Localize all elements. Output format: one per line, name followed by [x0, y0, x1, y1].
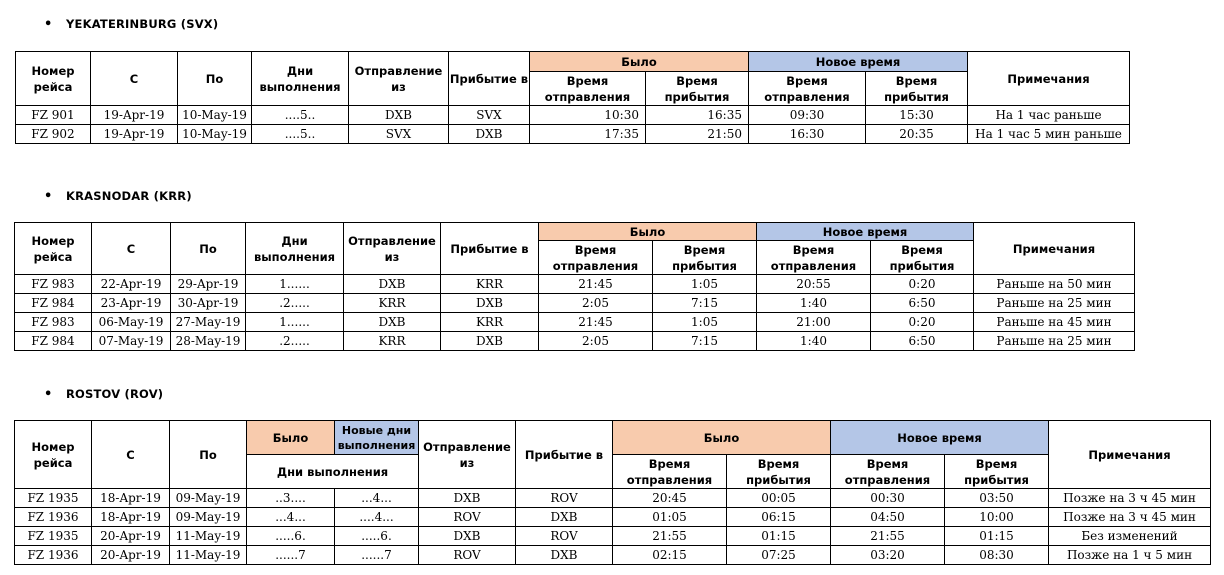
cell-arr: SVX: [449, 106, 530, 125]
cell-dep: DXB: [344, 275, 441, 294]
cell-from: 06-May-19: [92, 313, 171, 332]
cell-new-arr: 6:50: [871, 294, 974, 313]
cell-arr: DXB: [516, 546, 613, 565]
cell-from: 20-Apr-19: [92, 546, 170, 565]
cell-to: 10-May-19: [178, 125, 252, 144]
cell-days-new: ...4...: [335, 489, 419, 508]
cell-old-arr: 01:15: [727, 527, 831, 546]
cell-from: 23-Apr-19: [92, 294, 171, 313]
header-old-arr-time: Время прибытия: [653, 241, 757, 275]
cell-old-dep: 20:45: [613, 489, 727, 508]
table-row: [15, 294, 1135, 313]
cell-old-dep: 21:45: [539, 275, 653, 294]
schedule-table-krr: [14, 222, 1135, 351]
schedule-table-svx: [15, 51, 1130, 144]
header-was: Было: [613, 421, 831, 455]
header-new-arr-time: Время прибытия: [945, 455, 1049, 489]
cell-days: ....5..: [252, 125, 349, 144]
cell-old-arr: 06:15: [727, 508, 831, 527]
cell-flight: FZ 983: [15, 313, 92, 332]
bullet-icon: •: [44, 387, 53, 402]
cell-old-dep: 21:55: [613, 527, 727, 546]
cell-new-dep: 04:50: [831, 508, 945, 527]
cell-days-old: ...4...: [247, 508, 335, 527]
header-was: Было: [530, 52, 749, 72]
cell-old-dep: 21:45: [539, 313, 653, 332]
cell-dep: KRR: [344, 294, 441, 313]
bullet-icon: •: [44, 17, 53, 32]
cell-old-dep: 02:15: [613, 546, 727, 565]
cell-days-new: ......7: [335, 546, 419, 565]
cell-new-dep: 00:30: [831, 489, 945, 508]
cell-arr: DXB: [449, 125, 530, 144]
cell-to: 27-May-19: [171, 313, 246, 332]
header-departure-from: Отправление из: [344, 223, 441, 275]
header-to-date: По: [171, 223, 246, 275]
header-days: Дни выполнения: [246, 223, 344, 275]
cell-old-dep: 10:30: [530, 106, 646, 125]
cell-arr: KRR: [441, 313, 539, 332]
table-row: [15, 332, 1135, 351]
cell-note: Раньше на 25 мин: [974, 332, 1135, 351]
cell-from: 20-Apr-19: [92, 527, 170, 546]
header-new-dep-time: Время отправления: [757, 241, 871, 275]
cell-old-dep: 17:35: [530, 125, 646, 144]
cell-days: 1......: [246, 313, 344, 332]
header-from-date: С: [92, 223, 171, 275]
header-flight-no: Номер рейса: [15, 223, 92, 275]
header-old-arr-time: Время прибытия: [727, 455, 831, 489]
cell-flight: FZ 983: [15, 275, 92, 294]
table-row: [16, 125, 1130, 144]
bullet-icon: •: [44, 189, 53, 204]
cell-to: 11-May-19: [170, 546, 247, 565]
table-row: [16, 106, 1130, 125]
cell-to: 10-May-19: [178, 106, 252, 125]
cell-dep: DXB: [419, 527, 516, 546]
header-arrival-to: Прибытие в: [441, 223, 539, 275]
table-row: [15, 489, 1211, 508]
section-title-krr: • KRASNODAR (KRR): [44, 189, 192, 204]
cell-dep: SVX: [349, 125, 449, 144]
cell-old-dep: 01:05: [613, 508, 727, 527]
cell-note: Раньше на 25 мин: [974, 294, 1135, 313]
cell-old-dep: 2:05: [539, 294, 653, 313]
cell-old-arr: 7:15: [653, 332, 757, 351]
header-notes: Примечания: [974, 223, 1135, 275]
cell-flight: FZ 1936: [15, 546, 92, 565]
cell-new-dep: 1:40: [757, 294, 871, 313]
cell-days: .2.....: [246, 294, 344, 313]
header-departure-from: Отправление из: [419, 421, 516, 489]
cell-dep: DXB: [419, 489, 516, 508]
cell-note: Позже на 3 ч 45 мин: [1049, 489, 1211, 508]
header-arrival-to: Прибытие в: [516, 421, 613, 489]
cell-new-dep: 1:40: [757, 332, 871, 351]
cell-to: 30-Apr-19: [171, 294, 246, 313]
cell-dep: DXB: [344, 313, 441, 332]
header-flight-no: Номер рейса: [15, 421, 92, 489]
header-from-date: С: [92, 421, 170, 489]
cell-old-dep: 2:05: [539, 332, 653, 351]
header-new-time: Новое время: [749, 52, 968, 72]
cell-new-dep: 21:55: [831, 527, 945, 546]
header-new-dep-time: Время отправления: [831, 455, 945, 489]
header-old-dep-time: Время отправления: [613, 455, 727, 489]
cell-note: Раньше на 45 мин: [974, 313, 1135, 332]
cell-flight: FZ 1935: [15, 489, 92, 508]
cell-flight: FZ 984: [15, 332, 92, 351]
header-days: Дни выполнения: [247, 455, 419, 489]
cell-new-arr: 03:50: [945, 489, 1049, 508]
header-from-date: С: [91, 52, 178, 106]
cell-from: 07-May-19: [92, 332, 171, 351]
cell-note: Без изменений: [1049, 527, 1211, 546]
header-departure-from: Отправление из: [349, 52, 449, 106]
cell-from: 19-Apr-19: [91, 125, 178, 144]
cell-new-arr: 08:30: [945, 546, 1049, 565]
cell-days: .2.....: [246, 332, 344, 351]
cell-old-arr: 00:05: [727, 489, 831, 508]
cell-dep: DXB: [349, 106, 449, 125]
cell-to: 11-May-19: [170, 527, 247, 546]
cell-to: 09-May-19: [170, 489, 247, 508]
cell-arr: ROV: [516, 527, 613, 546]
cell-new-arr: 10:00: [945, 508, 1049, 527]
cell-flight: FZ 1936: [15, 508, 92, 527]
cell-new-dep: 09:30: [749, 106, 866, 125]
cell-flight: FZ 902: [16, 125, 91, 144]
cell-days: ....5..: [252, 106, 349, 125]
cell-arr: DXB: [441, 294, 539, 313]
cell-old-arr: 21:50: [646, 125, 749, 144]
cell-flight: FZ 984: [15, 294, 92, 313]
header-new-dep-time: Время отправления: [749, 72, 866, 106]
section-title-svx: • YEKATERINBURG (SVX): [44, 17, 219, 32]
cell-days-new: ....4...: [335, 508, 419, 527]
cell-old-arr: 16:35: [646, 106, 749, 125]
cell-from: 19-Apr-19: [91, 106, 178, 125]
header-new-arr-time: Время прибытия: [866, 72, 968, 106]
cell-to: 28-May-19: [171, 332, 246, 351]
cell-note: На 1 час раньше: [968, 106, 1130, 125]
cell-dep: ROV: [419, 546, 516, 565]
header-arrival-to: Прибытие в: [449, 52, 530, 106]
cell-new-dep: 16:30: [749, 125, 866, 144]
cell-flight: FZ 1935: [15, 527, 92, 546]
cell-new-dep: 03:20: [831, 546, 945, 565]
cell-new-arr: 01:15: [945, 527, 1049, 546]
header-was: Было: [539, 223, 757, 241]
header-new-time: Новое время: [757, 223, 974, 241]
cell-old-arr: 1:05: [653, 313, 757, 332]
header-flight-no: Номер рейса: [16, 52, 91, 106]
table-row: [15, 546, 1211, 565]
cell-from: 18-Apr-19: [92, 508, 170, 527]
cell-days-old: .....6.: [247, 527, 335, 546]
schedule-table-rov: [14, 420, 1211, 565]
cell-old-arr: 7:15: [653, 294, 757, 313]
header-old-arr-time: Время прибытия: [646, 72, 749, 106]
cell-new-dep: 20:55: [757, 275, 871, 294]
cell-days-new: .....6.: [335, 527, 419, 546]
cell-note: Позже на 1 ч 5 мин: [1049, 546, 1211, 565]
cell-arr: DXB: [516, 508, 613, 527]
cell-to: 29-Apr-19: [171, 275, 246, 294]
cell-new-arr: 0:20: [871, 313, 974, 332]
cell-days-old: ..3....: [247, 489, 335, 508]
header-old-dep-time: Время отправления: [530, 72, 646, 106]
cell-arr: DXB: [441, 332, 539, 351]
header-new-arr-time: Время прибытия: [871, 241, 974, 275]
cell-new-arr: 6:50: [871, 332, 974, 351]
header-days: Дни выполнения: [252, 52, 349, 106]
cell-days: 1......: [246, 275, 344, 294]
cell-note: На 1 час 5 мин раньше: [968, 125, 1130, 144]
header-days-was: Было: [247, 421, 335, 455]
cell-from: 18-Apr-19: [92, 489, 170, 508]
cell-days-old: ......7: [247, 546, 335, 565]
table-row: [15, 313, 1135, 332]
table-row: [15, 275, 1135, 294]
table-row: [15, 527, 1211, 546]
header-new-days: Новые дни выполнения: [335, 421, 419, 455]
table-row: [15, 508, 1211, 527]
header-to-date: По: [178, 52, 252, 106]
cell-new-arr: 0:20: [871, 275, 974, 294]
cell-flight: FZ 901: [16, 106, 91, 125]
cell-to: 09-May-19: [170, 508, 247, 527]
cell-dep: KRR: [344, 332, 441, 351]
header-new-time: Новое время: [831, 421, 1049, 455]
cell-dep: ROV: [419, 508, 516, 527]
cell-new-arr: 20:35: [866, 125, 968, 144]
cell-note: Позже на 3 ч 45 мин: [1049, 508, 1211, 527]
section-title-rov: • ROSTOV (ROV): [44, 387, 164, 402]
header-to-date: По: [170, 421, 247, 489]
header-notes: Примечания: [1049, 421, 1211, 489]
cell-old-arr: 1:05: [653, 275, 757, 294]
cell-new-dep: 21:00: [757, 313, 871, 332]
header-notes: Примечания: [968, 52, 1130, 106]
cell-from: 22-Apr-19: [92, 275, 171, 294]
cell-note: Раньше на 50 мин: [974, 275, 1135, 294]
cell-new-arr: 15:30: [866, 106, 968, 125]
header-old-dep-time: Время отправления: [539, 241, 653, 275]
cell-arr: ROV: [516, 489, 613, 508]
cell-arr: KRR: [441, 275, 539, 294]
cell-old-arr: 07:25: [727, 546, 831, 565]
